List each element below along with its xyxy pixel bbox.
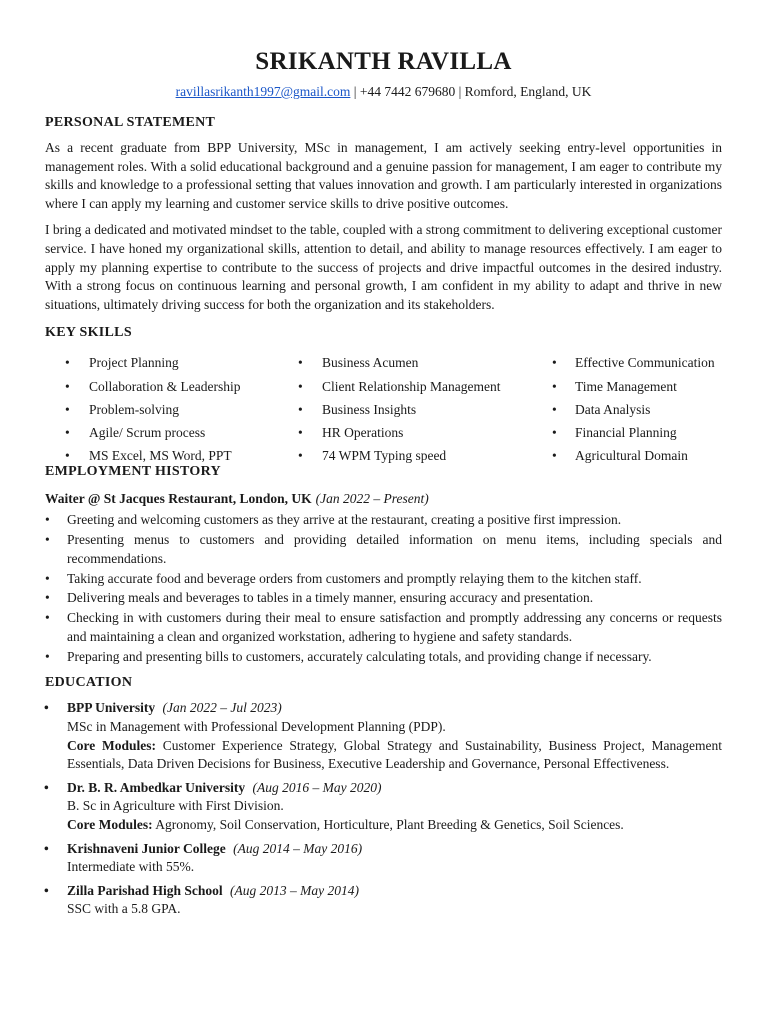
education-detail: SSC with a 5.8 GPA.	[67, 901, 181, 917]
duty-item: • Preparing and presenting bills to customers, accurately calculating totals, and providing change if necessary.	[45, 647, 722, 667]
key-skills-list	[45, 351, 722, 467]
core-modules: Customer Experience Strategy, Global Strategy and Sustainability, Business Project, Management Essentials, Data Driven Decisions for Business, Executive Leadership and Governance, Personal Effectiveness.	[67, 737, 722, 772]
education-item	[45, 699, 722, 773]
education-item	[45, 840, 722, 877]
email-link[interactable]: ravillasrikanth1997@gmail.com	[175, 84, 351, 99]
institution-name: Zilla Parishad High School	[67, 882, 223, 898]
education-dates: (Jan 2022 – Jul 2023)	[162, 700, 282, 716]
skill-item: • Collaboration & Leadership	[45, 375, 277, 398]
personal-statement-heading: PERSONAL STATEMENT	[45, 115, 216, 130]
skill-item: • Data Analysis	[532, 398, 715, 421]
skill-item: • HR Operations	[277, 421, 532, 444]
core-modules-label: Core Modules:	[67, 737, 156, 753]
key-skills-heading: KEY SKILLS	[45, 325, 132, 341]
education-detail: MSc in Management with Professional Development Planning (PDP).	[67, 718, 446, 734]
skill-item: • Time Management	[532, 375, 715, 398]
duty-item: • Checking in with customers during their meal to ensure satisfaction and promptly addressing any concerns or requests and maintaining a clean and organized workstation, adhering to hygiene and safety standards.	[45, 608, 722, 647]
skill-item: • 74 WPM Typing speed	[277, 444, 532, 467]
skill-item: • Agile/ Scrum process	[45, 421, 277, 444]
skill-item: • Effective Communication	[532, 351, 715, 374]
institution-name: Dr. B. R. Ambedkar University	[67, 779, 246, 795]
skill-item: • Financial Planning	[532, 421, 715, 444]
skill-item: • Project Planning	[45, 351, 277, 374]
employment-history-heading: EMPLOYMENT HISTORY	[45, 464, 221, 480]
skill-item: • Business Insights	[277, 398, 532, 421]
skill-item: • MS Excel, MS Word, PPT	[45, 444, 277, 467]
duty-item: • Greeting and welcoming customers as they arrive at the restaurant, creating a positive first impression.	[45, 510, 722, 530]
education-detail: Intermediate with 55%.	[67, 859, 195, 875]
job-role: Waiter @ St Jacques Restaurant, London, UK	[45, 491, 312, 507]
skill-item: • Business Acumen	[277, 351, 532, 374]
duty-item: • Presenting menus to customers and providing detailed information on menu items, including specials and recommendations.	[45, 530, 722, 569]
skills-column-2	[277, 351, 532, 467]
contact-line	[45, 83, 722, 101]
education-dates: (Aug 2014 – May 2016)	[233, 840, 363, 856]
core-modules: Agronomy, Soil Conservation, Horticulture, Plant Breeding & Genetics, Soil Sciences.	[152, 816, 624, 832]
education-dates: (Aug 2013 – May 2014)	[230, 882, 360, 898]
education-heading: EDUCATION	[45, 675, 133, 691]
core-modules-label: Core Modules:	[67, 816, 153, 832]
personal-statement-paragraph-1: As a recent graduate from BPP University, MSc in management, I am actively seeking entry-level opportunities in management roles. With a solid educational background and a genuine passion for management, I am eager to contribute my skills and knowledge to a professional setting that values innovation and growth. I am particularly interested in organizations where I can apply my learning and customer service skills to drive positive outcomes.	[45, 140, 722, 211]
job-dates: (Jan 2022 – Present)	[315, 491, 429, 507]
institution-name: Krishnaveni Junior College	[67, 840, 226, 856]
job-duties-list	[45, 510, 722, 666]
skill-item: • Agricultural Domain	[532, 444, 715, 467]
job-title	[45, 490, 722, 508]
candidate-name: SRIKANTH RAVILLA	[255, 48, 512, 75]
education-item	[45, 882, 722, 919]
skills-column-3	[532, 351, 715, 467]
contact-details: | +44 7442 679680 | Romford, England, UK	[350, 84, 592, 99]
education-dates: (Aug 2016 – May 2020)	[252, 779, 382, 795]
education-item	[45, 779, 722, 835]
skill-item: • Problem-solving	[45, 398, 277, 421]
education-detail: B. Sc in Agriculture with First Division.	[67, 798, 284, 814]
skills-column-1	[45, 351, 277, 467]
personal-statement-paragraph-2: I bring a dedicated and motivated mindset to the table, coupled with a strong commitment to delivering exceptional customer service. I have honed my organizational skills, attention to detail, and ability to manage resources effectively. I am eager to apply my planning expertise to contribute to the success of projects and drive impactful outcomes in the desired industry. With a strong focus on continuous learning and personal growth, I am confident in my ability to adapt and thrive in new situations, ultimately driving success for both the organization and its stakeholders.	[45, 222, 722, 312]
skill-item: • Client Relationship Management	[277, 375, 532, 398]
duty-item: • Taking accurate food and beverage orders from customers and promptly relaying them to the kitchen staff.	[45, 569, 722, 589]
duty-item: • Delivering meals and beverages to tables in a timely manner, ensuring accuracy and presentation.	[45, 588, 722, 608]
institution-name: BPP University	[67, 700, 156, 716]
education-list	[45, 699, 722, 919]
